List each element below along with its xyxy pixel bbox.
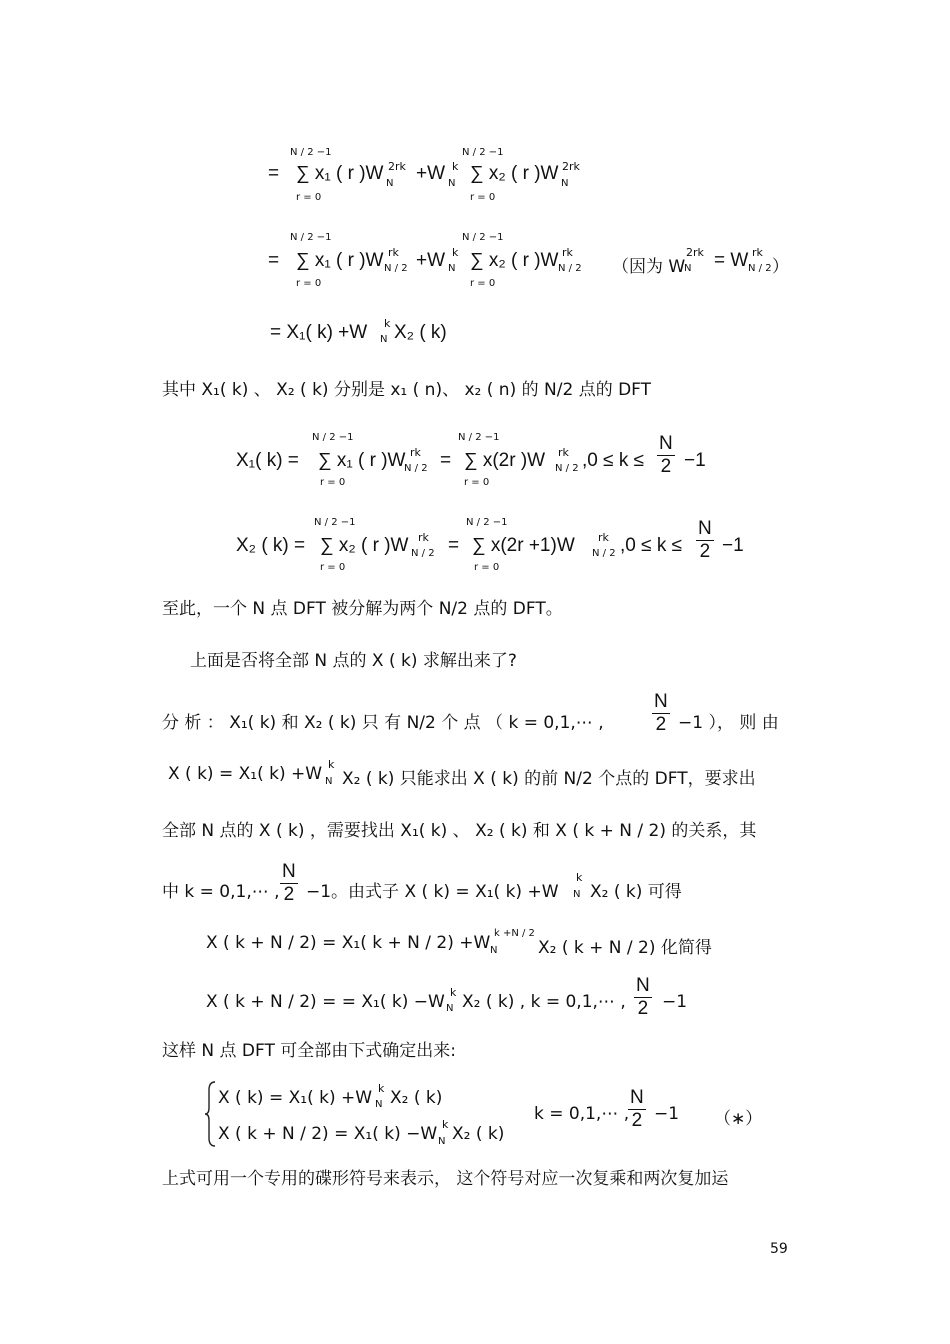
fraction: [696, 519, 714, 563]
text-segment: −1 ）， 则 由: [678, 713, 779, 733]
fraction: [652, 692, 670, 736]
equation-tail: −1: [684, 450, 706, 471]
numerator: N: [630, 1087, 644, 1108]
twiddle-factor: +W: [416, 250, 446, 271]
sum-lower-limit: r = 0: [320, 562, 346, 573]
summation-term: ∑ x₁ ( r )W: [296, 250, 384, 271]
sum-lower-limit: r = 0: [470, 192, 496, 203]
subscript: N: [448, 178, 456, 189]
superscript: rk: [752, 246, 763, 259]
subscript: N / 2: [555, 463, 579, 474]
equation-text: = X₁( k) +W: [270, 322, 368, 343]
equation-tail: −1: [654, 1104, 680, 1124]
superscript: k: [384, 317, 391, 330]
superscript: rk: [388, 246, 399, 259]
equation-lhs: X₁( k) =: [236, 450, 299, 471]
equation-text: X ( k + N / 2) = = X₁( k) −W: [206, 992, 445, 1012]
numerator: N: [659, 433, 673, 454]
equation-text: X₂ ( k + N / 2) 化简得: [538, 938, 712, 958]
denominator: 2: [660, 456, 672, 477]
superscript: k: [378, 1082, 385, 1095]
fraction: [628, 1088, 646, 1132]
left-brace: [204, 1080, 216, 1148]
fraction: [657, 434, 675, 478]
numerator: N: [698, 518, 712, 539]
subscript: N: [446, 1003, 454, 1014]
equation-tag: （∗）: [714, 1109, 763, 1129]
sum-upper-limit: N / 2 −1: [462, 232, 504, 243]
subscript: N: [386, 178, 394, 189]
numerator: N: [282, 861, 296, 882]
subscript: N: [684, 263, 692, 274]
condition: k = 0,1,⋯ ,: [534, 1104, 630, 1124]
equation-tail: −1: [662, 992, 688, 1012]
sum-upper-limit: N / 2 −1: [458, 432, 500, 443]
superscript: k: [442, 1118, 449, 1131]
denominator: 2: [631, 1110, 643, 1131]
superscript: k +N / 2: [494, 928, 535, 939]
text-segment: 分 析 ： X₁( k) 和 X₂ ( k) 只 有 N/2 个 点 （ k = 0,1,⋯ ,: [162, 713, 604, 733]
equation-text: X ( k + N / 2) = X₁( k) −W: [218, 1124, 438, 1144]
text-line: 其中 X₁( k) 、 X₂ ( k) 分别是 x₁ ( n)、 x₂ ( n) 的 N/2 点的 DFT: [162, 380, 652, 400]
superscript: rk: [562, 246, 573, 259]
superscript: k: [328, 758, 335, 771]
sum-upper-limit: N / 2 −1: [314, 517, 356, 528]
sum-lower-limit: r = 0: [470, 278, 496, 289]
text-segment: X₂ ( k) 可得: [590, 882, 682, 902]
subscript: N: [325, 776, 333, 787]
sum-upper-limit: N / 2 −1: [462, 147, 504, 158]
subscript: N: [573, 889, 581, 900]
equals-sign: =: [440, 450, 452, 471]
text-segment: X ( k) = X₁( k) +W: [168, 764, 323, 784]
subscript: N: [561, 178, 569, 189]
subscript: N / 2: [592, 548, 616, 559]
summation-term: ∑ x₁ ( r )W: [318, 450, 406, 471]
summation-term: ∑ x₂ ( r )W: [470, 163, 559, 184]
note-close: ）: [772, 257, 789, 277]
superscript: 2rk: [562, 160, 580, 173]
equation-text: X ( k + N / 2) = X₁( k + N / 2) +W: [206, 933, 491, 953]
text-segment: 中 k = 0,1,⋯ ,: [162, 882, 280, 902]
superscript: rk: [598, 531, 609, 544]
equation-lhs: X₂ ( k) =: [236, 535, 306, 556]
summation-term: ∑ x₂ ( r )W: [470, 250, 559, 271]
note-equals: = W: [714, 250, 749, 271]
subscript: N: [438, 1136, 446, 1147]
sum-upper-limit: N / 2 −1: [290, 147, 332, 158]
superscript: rk: [418, 531, 429, 544]
text-segment: −1。由式子 X ( k) = X₁( k) +W: [306, 882, 559, 902]
denominator: 2: [637, 998, 649, 1019]
sum-lower-limit: r = 0: [464, 477, 490, 488]
condition: ,0 ≤ k ≤: [582, 450, 645, 471]
text-line: 至此，一个 N 点 DFT 被分解为两个 N/2 点的 DFT。: [162, 599, 563, 619]
equation-text: X₂ ( k) , k = 0,1,⋯ ,: [462, 992, 626, 1012]
denominator: 2: [699, 541, 711, 562]
subscript: N: [490, 945, 498, 956]
sum-lower-limit: r = 0: [474, 562, 500, 573]
subscript: N / 2: [748, 263, 772, 274]
subscript: N / 2: [384, 263, 408, 274]
text-line: 上面是否将全部 N 点的 X ( k) 求解出来了?: [190, 651, 517, 671]
text-line: 全部 N 点的 X ( k) ，需要找出 X₁( k) 、 X₂ ( k) 和 X ( k + N / 2) 的关系，其: [162, 821, 757, 841]
subscript: N / 2: [558, 263, 582, 274]
text-line: 上式可用一个专用的碟形符号来表示， 这个符号对应一次复乘和两次复加运: [162, 1169, 729, 1189]
subscript: N / 2: [411, 548, 435, 559]
superscript: k: [452, 160, 459, 173]
equation-text: X₂ ( k): [452, 1124, 505, 1144]
sum-upper-limit: N / 2 −1: [466, 517, 508, 528]
summation-term: ∑ x₁ ( r )W: [296, 163, 384, 184]
equation-tail: −1: [722, 535, 744, 556]
superscript: k: [450, 986, 457, 999]
twiddle-factor: +W: [416, 163, 446, 184]
sum-lower-limit: r = 0: [296, 192, 322, 203]
subscript: N: [448, 263, 456, 274]
superscript: rk: [558, 446, 569, 459]
fraction: [634, 976, 652, 1020]
equation-text: X₂ ( k): [394, 322, 447, 343]
numerator: N: [636, 975, 650, 996]
fraction: [280, 862, 298, 906]
superscript: k: [576, 871, 583, 884]
equation-text: X₂ ( k): [390, 1088, 443, 1108]
condition: ,0 ≤ k ≤: [620, 535, 683, 556]
summation-term: ∑ x(2r +1)W: [472, 535, 575, 556]
sum-upper-limit: N / 2 −1: [290, 232, 332, 243]
superscript: rk: [410, 446, 421, 459]
subscript: N / 2: [404, 463, 428, 474]
superscript: k: [452, 246, 459, 259]
page-number: 59: [770, 1241, 788, 1257]
denominator: 2: [655, 714, 667, 735]
numerator: N: [654, 691, 668, 712]
equals-sign: =: [268, 163, 280, 184]
equals-sign: =: [268, 250, 280, 271]
superscript: 2rk: [686, 246, 704, 259]
summation-term: ∑ x(2r )W: [464, 450, 546, 471]
subscript: N: [380, 334, 388, 345]
sum-lower-limit: r = 0: [320, 477, 346, 488]
denominator: 2: [283, 884, 295, 905]
text-segment: X₂ ( k) 只能求出 X ( k) 的前 N/2 个点的 DFT，要求出: [342, 769, 756, 789]
sum-lower-limit: r = 0: [296, 278, 322, 289]
note-open: （因为 W: [612, 257, 686, 277]
equals-sign: =: [448, 535, 460, 556]
summation-term: ∑ x₂ ( r )W: [320, 535, 409, 556]
sum-upper-limit: N / 2 −1: [312, 432, 354, 443]
equation-text: X ( k) = X₁( k) +W: [218, 1088, 373, 1108]
subscript: N: [375, 1099, 383, 1110]
superscript: 2rk: [388, 160, 406, 173]
brace-shape: [204, 1080, 216, 1148]
text-line: 这样 N 点 DFT 可全部由下式确定出来:: [162, 1041, 457, 1061]
